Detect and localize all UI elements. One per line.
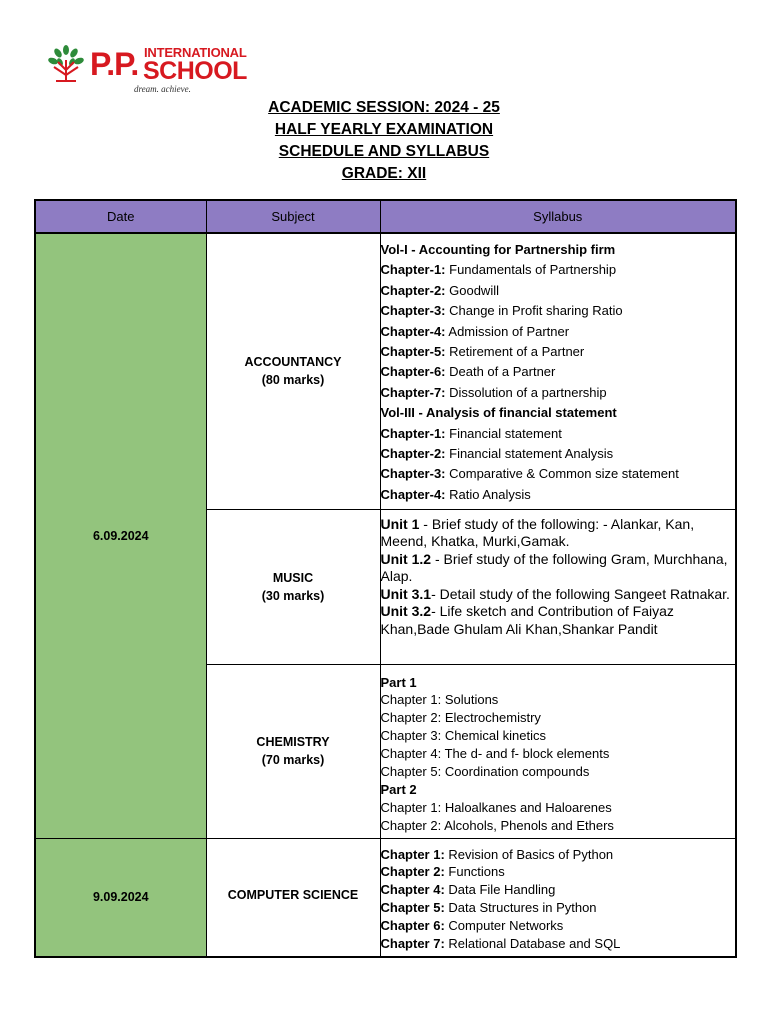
syllabus-line (381, 781, 736, 799)
syllabus-line-label: Chapter-7: (380, 384, 446, 400)
subject-cell (206, 838, 380, 957)
syllabus-line-text: Retirement of a Partner (445, 343, 585, 359)
syllabus-line (381, 745, 736, 763)
column-header-date: Date (35, 200, 206, 233)
subject-cell (206, 664, 380, 838)
syllabus-line-text: - Life sketch and Contribution of Faiyaz Khan,Bade Ghulam Ali Khan,Shankar Pandit (380, 603, 674, 638)
syllabus-cell (380, 838, 736, 957)
syllabus-line-label: Chapter-1: (380, 262, 446, 278)
syllabus-line (381, 899, 736, 917)
subject-cell (206, 509, 380, 664)
syllabus-line-text: - Brief study of the following Gram, Murchhana, Alap. (380, 550, 728, 585)
syllabus-line-label: Chapter 5: (380, 900, 445, 916)
syllabus-line (381, 240, 736, 260)
syllabus-cell (380, 509, 736, 664)
column-header-syllabus: Syllabus (380, 200, 736, 233)
syllabus-line-text: - Brief study of the following: - Alankar, Kan, Meend, Khatka, Murki,Gamak. (380, 515, 695, 550)
syllabus-cell (380, 664, 736, 838)
syllabus-line (381, 464, 736, 484)
brand-school: SCHOOL (143, 57, 247, 85)
tagline: dream. achieve. (134, 84, 191, 94)
syllabus-line-label: Chapter-5: (380, 343, 446, 359)
syllabus-line-label: Chapter-1: (380, 425, 446, 441)
syllabus-line (381, 763, 736, 781)
syllabus-line-text: Chapter 5: Coordination compounds (380, 763, 590, 779)
syllabus-line-label: Chapter-3: (380, 466, 446, 482)
exam-date: 6.09.2024 (35, 233, 206, 838)
schedule-table (34, 199, 737, 958)
syllabus-line (381, 691, 736, 709)
syllabus-line-label: Chapter-4: (380, 323, 446, 339)
syllabus-line (381, 424, 736, 444)
table-row (35, 233, 736, 509)
syllabus-line (381, 516, 736, 551)
syllabus-line-label: Vol-III - Analysis of financial statement (380, 405, 617, 421)
syllabus-line-text: Comparative & Common size statement (445, 466, 679, 482)
syllabus-line-text: Chapter 3: Chemical kinetics (380, 728, 546, 744)
syllabus-line-label: Chapter-2: (380, 282, 446, 298)
syllabus-line-text: Chapter 2: Alcohols, Phenols and Ethers (380, 817, 614, 833)
syllabus-line-text: Relational Database and SQL (444, 935, 621, 951)
syllabus-line (381, 301, 736, 321)
syllabus-line-label: Unit 3.2 (380, 603, 432, 620)
syllabus-line (381, 603, 736, 638)
table-row (35, 838, 736, 957)
heading-schedule: SCHEDULE AND SYLLABUS (278, 143, 490, 160)
syllabus-line (381, 260, 736, 280)
syllabus-line (381, 727, 736, 745)
syllabus-line (381, 674, 736, 692)
syllabus-line-text: Chapter 4: The d- and f- block elements (380, 746, 610, 762)
syllabus-list (381, 839, 736, 953)
heading-grade: GRADE: XII (341, 165, 427, 182)
subject-cell (206, 233, 380, 509)
syllabus-line-text: Data File Handling (444, 882, 556, 898)
syllabus-line-text: Financial statement Analysis (445, 445, 614, 461)
subject-name: MUSIC (272, 570, 314, 585)
syllabus-line (381, 709, 736, 727)
syllabus-line (381, 863, 736, 881)
syllabus-cell (380, 233, 736, 509)
brand-international: INTERNATIONAL (144, 45, 247, 60)
syllabus-list (381, 665, 736, 835)
heading-session: ACADEMIC SESSION: 2024 - 25 (268, 99, 500, 116)
syllabus-line-text: Revision of Basics of Python (444, 846, 614, 862)
syllabus-line-text: Admission of Partner (445, 323, 570, 339)
syllabus-line-text: Goodwill (445, 282, 499, 298)
table-header-row (35, 200, 736, 233)
syllabus-line (381, 362, 736, 382)
syllabus-line (381, 383, 736, 403)
syllabus-line (381, 281, 736, 301)
column-header-subject: Subject (206, 200, 380, 233)
syllabus-line-label: Chapter 6: (380, 918, 445, 934)
syllabus-list (381, 510, 736, 639)
syllabus-line (381, 403, 736, 423)
syllabus-line-text: Data Structures in Python (444, 900, 597, 916)
syllabus-line-label: Unit 3.1 (380, 585, 432, 602)
syllabus-line-label: Chapter 1: (380, 846, 445, 862)
syllabus-line (381, 881, 736, 899)
syllabus-line-text: Financial statement (445, 425, 562, 441)
syllabus-line-label: Chapter-6: (380, 364, 446, 380)
syllabus-line-label: Unit 1 (380, 515, 420, 532)
syllabus-line-label: Part 2 (380, 781, 417, 797)
subject-marks: (30 marks) (261, 588, 325, 603)
syllabus-line-text: Computer Networks (444, 918, 564, 934)
syllabus-line-label: Part 1 (380, 674, 417, 690)
brand-pp: P.P. (90, 46, 139, 82)
syllabus-line-label: Unit 1.2 (380, 550, 432, 567)
syllabus-line (381, 551, 736, 586)
subject-marks: (80 marks) (261, 373, 325, 388)
subject-name: COMPUTER SCIENCE (227, 888, 359, 903)
syllabus-line (381, 846, 736, 864)
syllabus-line-text: Chapter 1: Solutions (380, 692, 499, 708)
syllabus-line (381, 917, 736, 935)
syllabus-line-label: Chapter-3: (380, 303, 446, 319)
syllabus-line-text: Ratio Analysis (445, 486, 531, 502)
heading-exam: HALF YEARLY EXAMINATION (274, 121, 494, 138)
syllabus-line-text: Death of a Partner (445, 364, 556, 380)
syllabus-line (381, 817, 736, 835)
syllabus-line-text: Chapter 1: Haloalkanes and Haloarenes (380, 799, 612, 815)
syllabus-line (381, 586, 736, 604)
syllabus-line-label: Chapter-2: (380, 445, 446, 461)
syllabus-line-label: Chapter 7: (380, 935, 445, 951)
school-logo (46, 42, 246, 98)
document-heading (0, 97, 768, 185)
syllabus-line-text: Dissolution of a partnership (445, 384, 607, 400)
syllabus-list (381, 234, 736, 505)
subject-marks: (70 marks) (261, 753, 325, 767)
subject-name: ACCOUNTANCY (244, 355, 342, 370)
syllabus-line-text: - Detail study of the following Sangeet Ratnakar. (431, 585, 730, 602)
syllabus-line-label: Chapter 2: (380, 864, 445, 880)
tree-logo-icon (46, 42, 86, 86)
syllabus-line (381, 342, 736, 362)
syllabus-line-label: Chapter-4: (380, 486, 446, 502)
syllabus-line (381, 799, 736, 817)
syllabus-line-text: Change in Profit sharing Ratio (445, 303, 623, 319)
syllabus-line-text: Fundamentals of Partnership (445, 262, 617, 278)
subject-name: CHEMISTRY (256, 735, 330, 749)
syllabus-line (381, 935, 736, 953)
syllabus-line-label: Vol-I - Accounting for Partnership firm (380, 242, 616, 257)
syllabus-line (381, 485, 736, 505)
syllabus-line-label: Chapter 4: (380, 882, 445, 898)
syllabus-line-text: Functions (444, 864, 505, 880)
syllabus-line-text: Chapter 2: Electrochemistry (380, 710, 541, 726)
exam-date: 9.09.2024 (35, 838, 206, 957)
syllabus-line (381, 444, 736, 464)
syllabus-line (381, 322, 736, 342)
